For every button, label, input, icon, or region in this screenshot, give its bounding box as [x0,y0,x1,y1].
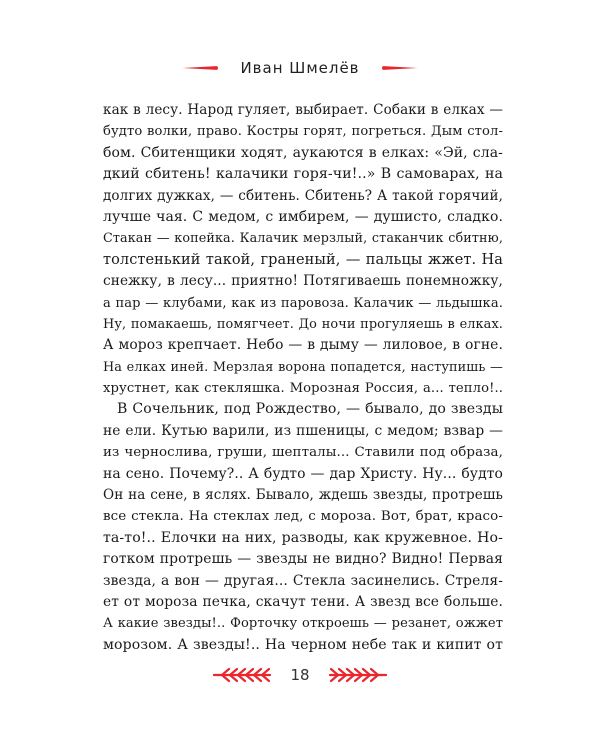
sprig-ornament-icon [328,666,388,684]
text-line: из чернослива, груши, шепталы... Ставили под образа, [103,445,503,461]
header-rule-left [182,66,218,70]
text-line: Стакан — копейка. Калачик мерзлый, стаканчик сбитню, [103,231,503,247]
text-line: снежку, в лесу... приятно! Потягиваешь понемножку, [103,273,503,290]
text-line: толстенький такой, граненый, — пальцы жжет. На [103,251,503,268]
text-line: долгих дужках, — сбитень. Сбитень? А такой горячий, [103,187,503,204]
text-line: та-то!.. Елочки на них, разводы, как кружевное. Но- [103,529,503,546]
text-line: Ну, помакаешь, помягчеет. До ночи прогуляешь в елках. [103,316,503,332]
text-line: бом. Сбитенщики ходят, аукаются в елках: «Эй, сла- [103,144,503,161]
text-line: будто волки, право. Костры горят, погреться. Дым стол- [103,124,503,140]
text-line: На елках иней. Мерзлая ворона попадется, наступишь — [103,359,503,375]
body-text [103,100,503,656]
text-line: А мороз крепчает. Небо — в дыму — лиловое, в огне. [103,337,503,354]
text-line: ет от мороза печка, скачут тени. А звезд все больше. [103,593,503,610]
text-line: на сено. Почему?.. А будто — дар Христу. Ну... будто [103,465,503,482]
text-line: все стекла. На стеклах лед, с мороза. Вот, брат, красо- [103,509,503,525]
page-number: 18 [290,666,310,684]
text-line: звезда, а вон — другая... Стекла засинелись. Стреля- [103,572,503,589]
text-line: хрустнет, как стекляшка. Морозная Россия, а... тепло!.. [103,381,503,397]
author-name: Иван Шмелёв [240,59,360,77]
page-footer [0,666,600,684]
header-rule-right [382,66,418,70]
text-line: лучше чая. С медом, с имбирем, — душисто, сладко. [103,208,503,225]
text-line: а пар — клубами, как из паровоза. Калачик — льдышка. [103,295,503,311]
text-line: готком протрешь — звезды не видно? Видно! Первая [103,551,503,568]
running-head [0,53,600,83]
text-line: морозом. А звезды!.. На черном небе так и кипит от [103,636,503,653]
text-line: Он на сене, в яслях. Бывало, ждешь звезды, протрешь [103,487,503,504]
text-line: В Сочельник, под Рождество, — бывало, до звезды [117,401,503,418]
text-line: А какие звезды!.. Форточку откроешь — резанет, ожжет [103,616,503,632]
text-line: как в лесу. Народ гуляет, выбирает. Собаки в елках — [103,102,503,118]
text-line: не ели. Кутью варили, из пшеницы, с медом; взвар — [103,422,503,439]
text-line: дкий сбитень! калачики горя-чи!..» В самоварах, на [103,166,503,183]
sprig-ornament-icon [212,666,272,684]
